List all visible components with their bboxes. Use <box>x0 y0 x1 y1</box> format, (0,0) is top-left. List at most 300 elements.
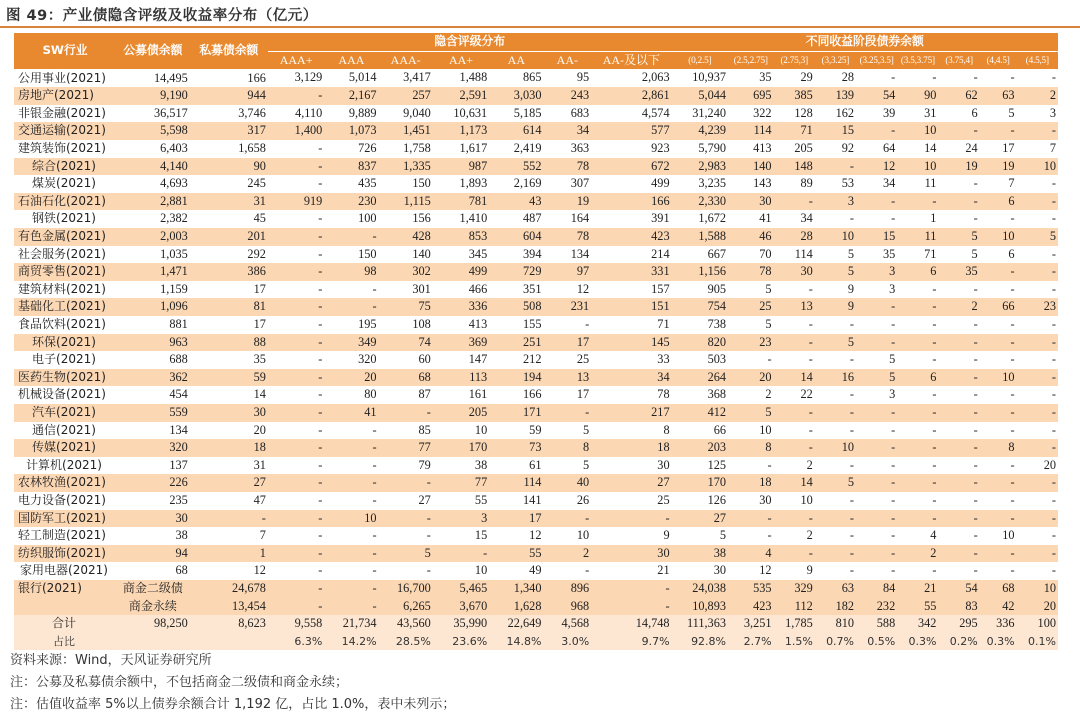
header-rating-6: AA-及以下 <box>591 51 671 69</box>
yield-value: 126 <box>707 492 727 507</box>
rating-value: - <box>591 580 671 598</box>
rating-value: 428 <box>379 228 433 246</box>
yield-value: 5 <box>815 263 856 281</box>
yield-value: 10 <box>815 439 856 457</box>
yield-value: - <box>932 281 937 296</box>
yield-value: - <box>891 317 896 331</box>
rating-value: 25 <box>576 352 590 367</box>
rating-value: 363 <box>570 141 590 156</box>
yield-value: 62 <box>938 87 979 105</box>
yield-value: 10 <box>980 228 1017 246</box>
rating-value: 5,465 <box>433 580 489 598</box>
rating-value: 19 <box>543 193 591 211</box>
yield-value: 114 <box>794 246 813 261</box>
private-balance: 35 <box>253 352 266 367</box>
total-yield: 336 <box>980 615 1017 633</box>
yield-value: - <box>1017 545 1058 563</box>
table-row <box>14 87 1058 105</box>
table-row <box>14 316 1058 334</box>
yield-value: - <box>1017 439 1058 457</box>
rating-value: 1,893 <box>459 176 488 191</box>
rating-value: 164 <box>570 211 590 226</box>
rating-value: 499 <box>651 176 670 191</box>
yield-value: - <box>980 404 1017 422</box>
total-yield: 810 <box>815 615 856 633</box>
yield-value: 14 <box>774 369 815 387</box>
yield-value: - <box>849 352 855 367</box>
yield-value: - <box>980 545 1017 563</box>
rating-value: 108 <box>412 317 431 331</box>
yield-value: 92 <box>841 141 855 156</box>
rating-value: 166 <box>591 193 671 211</box>
yield-value: - <box>856 334 897 352</box>
yield-value: 39 <box>882 105 896 120</box>
yield-value: - <box>774 404 815 422</box>
rating-value: - <box>372 563 377 578</box>
yield-value: 10,937 <box>692 70 727 85</box>
table-row <box>14 562 1058 580</box>
figure-title: 图 49：产业债隐含评级及收益率分布（亿元） <box>6 8 318 24</box>
yield-value: - <box>938 474 979 492</box>
yield-value: 125 <box>707 457 727 472</box>
yield-value: 5 <box>938 228 979 246</box>
yield-value: - <box>932 352 937 367</box>
yield-value: - <box>980 334 1017 352</box>
yield-value: - <box>856 298 897 316</box>
industry-name: 银行(2021) <box>14 580 116 615</box>
yield-value: - <box>856 439 897 457</box>
yield-value: - <box>891 492 896 507</box>
yield-value: - <box>1017 474 1058 492</box>
private-balance: 81 <box>190 298 268 316</box>
rating-value: 8 <box>663 422 670 437</box>
yield-value: - <box>932 387 937 402</box>
ratio-rating: 14.2% <box>324 633 378 651</box>
table-row <box>14 457 1058 475</box>
yield-value: 4 <box>930 528 937 543</box>
rating-value: 2,591 <box>433 87 489 105</box>
private-balance: 7 <box>259 528 266 543</box>
yield-value: - <box>1010 457 1015 472</box>
yield-value: 63 <box>815 580 856 598</box>
header-yield-7: (4,4.5] <box>980 51 1017 69</box>
yield-value: - <box>767 457 772 472</box>
total-yield: 588 <box>856 615 897 633</box>
yield-value: - <box>897 474 938 492</box>
rating-value: 345 <box>468 246 488 261</box>
public-balance: 881 <box>169 317 188 331</box>
yield-value: 25 <box>728 298 774 316</box>
yield-value: 70 <box>759 246 772 261</box>
header-rating-0: AAA+ <box>268 51 324 69</box>
private-balance: 245 <box>247 176 266 191</box>
yield-value: 329 <box>774 580 815 598</box>
table-row-bank <box>14 580 1058 598</box>
yield-value: 22 <box>800 387 813 402</box>
yield-value: - <box>856 474 897 492</box>
rating-value: - <box>268 263 324 281</box>
yield-value: 90 <box>897 87 938 105</box>
yield-value: 8 <box>980 439 1017 457</box>
yield-value: 2 <box>765 387 772 402</box>
table-row <box>14 298 1058 316</box>
total-yield: 342 <box>897 615 938 633</box>
yield-value: - <box>1051 281 1056 296</box>
yield-value: 170 <box>672 474 728 492</box>
rating-value: 71 <box>657 317 670 331</box>
yield-value: - <box>891 70 896 85</box>
yield-value: - <box>808 352 813 367</box>
header-yield-group: 不同收益阶段债券余额 <box>672 33 1058 51</box>
public-balance: 1,159 <box>160 281 188 296</box>
yield-value: - <box>980 263 1017 281</box>
yield-value: 503 <box>707 352 727 367</box>
rating-value: 61 <box>529 457 542 472</box>
rating-value: 217 <box>591 404 671 422</box>
rating-value: 205 <box>433 404 489 422</box>
yield-value: 3,235 <box>698 176 727 191</box>
public-balance: 68 <box>175 563 188 578</box>
rating-value: - <box>318 281 323 296</box>
rating-value: 41 <box>324 404 378 422</box>
rating-value: 3,129 <box>294 70 323 85</box>
private-balance: 3,746 <box>238 105 266 120</box>
rating-value: 59 <box>529 422 542 437</box>
rating-value: 34 <box>543 122 591 140</box>
yield-value: 31 <box>924 105 937 120</box>
rating-value: - <box>379 474 433 492</box>
yield-value: 2 <box>806 528 813 543</box>
yield-value: - <box>1051 422 1056 437</box>
private-balance: 201 <box>190 228 268 246</box>
yield-value: 14 <box>924 141 937 156</box>
yield-value: - <box>815 404 856 422</box>
yield-value: 30 <box>728 193 774 211</box>
yield-value: - <box>891 422 896 437</box>
yield-value: 10 <box>759 422 772 437</box>
yield-value: 15 <box>856 228 897 246</box>
yield-value: 24,038 <box>672 580 728 598</box>
table-row <box>14 193 1058 211</box>
yield-value: - <box>1051 352 1056 367</box>
yield-value: - <box>973 176 978 191</box>
rating-value: 2,063 <box>641 70 670 85</box>
yield-value: 20 <box>1043 457 1056 472</box>
public-balance: 2,881 <box>116 193 190 211</box>
rating-value: 10 <box>324 510 378 528</box>
yield-value: 78 <box>728 263 774 281</box>
yield-value: - <box>973 422 978 437</box>
yield-value: 71 <box>924 246 937 261</box>
yield-value: - <box>932 563 937 578</box>
industry-name: 石油石化(2021) <box>14 193 116 211</box>
rating-value: - <box>426 528 431 543</box>
private-balance: 386 <box>190 263 268 281</box>
table-row <box>14 158 1058 176</box>
ratio-yield: 0.1% <box>1017 633 1058 651</box>
yield-value: 68 <box>980 580 1017 598</box>
yield-value: - <box>728 510 774 528</box>
header-yield-5: (3.5,3.75] <box>897 51 938 69</box>
table-row <box>14 210 1058 228</box>
yield-value: - <box>815 510 856 528</box>
yield-value: - <box>1017 263 1058 281</box>
yield-value: - <box>1051 70 1056 85</box>
rating-value: 2,419 <box>513 141 542 156</box>
table-row <box>14 527 1058 545</box>
bank-subtype: 商金二级债 <box>116 580 190 598</box>
yield-value: 7 <box>1049 141 1056 156</box>
yield-value: 34 <box>800 211 813 226</box>
rating-value: 369 <box>433 334 489 352</box>
yield-value: - <box>849 563 855 578</box>
rating-value: 10 <box>474 422 488 437</box>
yield-value: 6 <box>897 369 938 387</box>
rating-value: 157 <box>651 281 670 296</box>
total-rating: 14,748 <box>591 615 671 633</box>
private-balance: 59 <box>190 369 268 387</box>
yield-value: - <box>938 545 979 563</box>
yield-value: - <box>849 387 855 402</box>
bank-balance: 13,454 <box>190 598 268 616</box>
industry-name: 非银金融(2021) <box>18 105 106 120</box>
table-row <box>14 474 1058 492</box>
yield-value: 322 <box>753 105 772 120</box>
yield-value: 128 <box>794 105 813 120</box>
ratio-label: 占比 <box>14 633 116 651</box>
yield-value: 112 <box>774 598 815 616</box>
rating-value: 1,488 <box>459 70 488 85</box>
rating-value: - <box>372 457 377 472</box>
rating-value: - <box>268 298 324 316</box>
rating-value: 968 <box>543 598 591 616</box>
rating-value: - <box>324 439 378 457</box>
rating-value: - <box>543 404 591 422</box>
yield-value: 264 <box>672 369 728 387</box>
yield-value: 10 <box>1002 528 1015 543</box>
rating-value: 1,335 <box>379 158 433 176</box>
rating-value: 1,115 <box>379 193 433 211</box>
private-balance: 20 <box>253 422 266 437</box>
ratio-rating: 23.6% <box>433 633 489 651</box>
ratio-rating: 14.8% <box>489 633 543 651</box>
ratio-yield: 92.8% <box>672 633 728 651</box>
yield-value: 385 <box>774 87 815 105</box>
public-balance: 320 <box>116 439 190 457</box>
rating-value: - <box>318 246 323 261</box>
yield-value: - <box>1010 211 1015 226</box>
yield-value: - <box>849 457 855 472</box>
yield-value: - <box>1017 404 1058 422</box>
yield-value: - <box>938 122 979 140</box>
industry-name: 环保(2021) <box>14 334 116 352</box>
yield-value: 12 <box>856 158 897 176</box>
yield-value: - <box>980 122 1017 140</box>
ratio-rating: 9.7% <box>591 633 671 651</box>
yield-value: 10 <box>1017 580 1058 598</box>
rating-value: 151 <box>591 298 671 316</box>
yield-value: 55 <box>897 598 938 616</box>
yield-value: - <box>897 439 938 457</box>
private-balance: 292 <box>247 246 266 261</box>
total-rating: 35,990 <box>433 615 489 633</box>
private-balance: 88 <box>190 334 268 352</box>
total-rating: 43,560 <box>379 615 433 633</box>
yield-value: 5 <box>1017 228 1058 246</box>
rating-value: 435 <box>358 176 377 191</box>
rating-value: 87 <box>418 387 431 402</box>
public-balance: 134 <box>169 422 188 437</box>
rating-value: - <box>379 510 433 528</box>
yield-value: 66 <box>713 422 727 437</box>
table-row <box>14 492 1058 510</box>
rating-value: 9,889 <box>348 105 377 120</box>
rating-value: - <box>372 528 377 543</box>
yield-value: 535 <box>728 580 774 598</box>
rating-value: 18 <box>591 439 671 457</box>
rating-value: 78 <box>543 228 591 246</box>
ratio-yield: 1.5% <box>774 633 815 651</box>
table-row <box>14 140 1058 158</box>
yield-value: 19 <box>938 158 979 176</box>
yield-value: - <box>973 387 978 402</box>
yield-value: 143 <box>753 176 772 191</box>
header-yield-8: (4.5,5] <box>1017 51 1058 69</box>
yield-value: 35 <box>938 263 979 281</box>
table-row <box>14 369 1058 387</box>
yield-value: 162 <box>835 105 855 120</box>
yield-value: - <box>1010 70 1015 85</box>
rating-value: 230 <box>324 193 378 211</box>
yield-value: - <box>1010 281 1015 296</box>
rating-value: - <box>543 510 591 528</box>
rating-value: 141 <box>523 492 542 507</box>
private-balance: 166 <box>247 70 266 85</box>
rating-value: 923 <box>651 141 670 156</box>
table-row <box>14 404 1058 422</box>
rating-value: 212 <box>523 352 542 367</box>
yield-value: 16 <box>815 369 856 387</box>
yield-value: 66 <box>980 298 1017 316</box>
rating-value: 508 <box>489 298 543 316</box>
public-balance: 4,693 <box>160 176 188 191</box>
yield-value: 6 <box>1008 246 1015 261</box>
yield-value: 28 <box>774 228 815 246</box>
rating-value: 1,628 <box>489 598 543 616</box>
yield-value: 2,330 <box>672 193 728 211</box>
yield-value: 11 <box>897 228 938 246</box>
yield-value: 423 <box>728 598 774 616</box>
rating-value: 155 <box>523 317 542 331</box>
ratio-rating: 3.0% <box>543 633 591 651</box>
yield-value: - <box>980 510 1017 528</box>
yield-value: - <box>1051 246 1056 261</box>
yield-value: 19 <box>980 158 1017 176</box>
public-balance: 6,403 <box>160 141 188 156</box>
rating-value: 853 <box>433 228 489 246</box>
rating-value: 2,167 <box>324 87 378 105</box>
bank-subtype: 商金永续 <box>116 598 190 616</box>
header-yield-0: (0,2.5] <box>672 51 728 69</box>
industry-name: 有色金属(2021) <box>14 228 116 246</box>
yield-value: 14 <box>774 474 815 492</box>
public-balance: 14,495 <box>153 70 188 85</box>
yield-value: 2 <box>806 457 813 472</box>
yield-value: - <box>1051 563 1056 578</box>
public-balance: 2,003 <box>116 228 190 246</box>
rating-value: 3,030 <box>489 87 543 105</box>
rating-value: 307 <box>570 176 590 191</box>
table-row-ratio <box>14 633 1058 651</box>
yield-value: 9 <box>847 281 855 296</box>
title-divider <box>0 26 1080 28</box>
yield-value: 1,156 <box>672 263 728 281</box>
rating-value: 349 <box>324 334 378 352</box>
rating-value: 80 <box>364 387 377 402</box>
yield-value: - <box>849 211 855 226</box>
yield-value: - <box>980 474 1017 492</box>
yield-value: 140 <box>728 158 774 176</box>
rating-value: - <box>372 492 377 507</box>
rating-value: - <box>324 545 378 563</box>
rating-value: 487 <box>523 211 542 226</box>
rating-value: 3 <box>433 510 489 528</box>
rating-value: 1,758 <box>403 141 431 156</box>
yield-value: 15 <box>815 122 856 140</box>
public-balance: 5,598 <box>116 122 190 140</box>
yield-value: 754 <box>672 298 728 316</box>
industry-name: 公用事业(2021) <box>18 70 106 85</box>
total-yield: 1,785 <box>774 615 815 633</box>
rating-value: 391 <box>651 211 670 226</box>
total-yield: 111,363 <box>672 615 728 633</box>
yield-value: 17 <box>1002 141 1015 156</box>
public-balance: 1,471 <box>116 263 190 281</box>
rating-value: - <box>318 563 323 578</box>
industry-name: 商贸零售(2021) <box>14 263 116 281</box>
rating-value: 55 <box>474 492 488 507</box>
rating-value: 10,631 <box>453 105 488 120</box>
rating-value: 68 <box>379 369 433 387</box>
yield-value: 8 <box>728 439 774 457</box>
yield-value: - <box>767 528 772 543</box>
yield-value: - <box>973 528 978 543</box>
public-balance: 235 <box>169 492 188 507</box>
yield-value: - <box>1017 510 1058 528</box>
rating-value: 4,574 <box>641 105 670 120</box>
yield-value: 10 <box>897 158 938 176</box>
rating-value: - <box>268 439 324 457</box>
rating-value: - <box>318 457 323 472</box>
yield-value: 5 <box>815 334 856 352</box>
industry-name: 交通运输(2021) <box>14 122 116 140</box>
yield-value: - <box>932 317 937 331</box>
rating-value: - <box>268 510 324 528</box>
table-row <box>14 105 1058 123</box>
yield-value: 13 <box>774 298 815 316</box>
yield-value: 139 <box>815 87 856 105</box>
yield-value: - <box>1051 317 1056 331</box>
header-row-groups <box>14 33 1058 51</box>
rating-value: - <box>324 228 378 246</box>
yield-value: 412 <box>672 404 728 422</box>
rating-value: 38 <box>474 457 488 472</box>
yield-value: - <box>897 404 938 422</box>
total-yield: 295 <box>938 615 979 633</box>
yield-value: 30 <box>713 563 727 578</box>
rating-value: 336 <box>433 298 489 316</box>
rating-value: - <box>318 211 323 226</box>
